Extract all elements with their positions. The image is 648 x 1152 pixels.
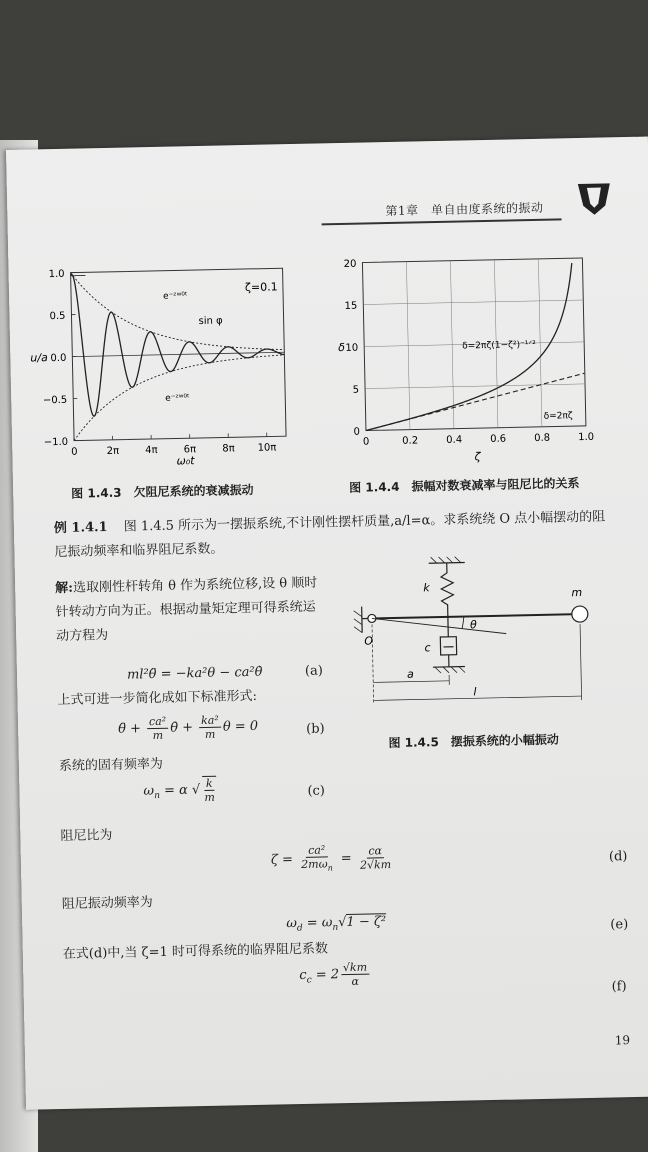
curve2-label: δ=2πζ bbox=[543, 411, 573, 422]
x-tick-label: 1.0 bbox=[578, 431, 595, 444]
equation-a: ml²θ̈ = −ka²θ − ca²θ̇ bbox=[126, 664, 263, 683]
y-tick-label: −0.5 bbox=[42, 394, 68, 407]
dimension-a bbox=[373, 681, 449, 683]
equation-d: ζ = $\frac{\text{ca²}}{2m\omega_n}$ = $\frac{c\alpha}{2√km}$ bbox=[270, 843, 392, 873]
x-tick-label: 8π bbox=[222, 443, 235, 455]
equation-d-label: (d) bbox=[608, 849, 628, 865]
figure-1-4-4-caption: 图 1.4.4 振幅对数衰减率与阻尼比的关系 bbox=[349, 476, 580, 495]
x-tick-label: 0.4 bbox=[446, 434, 463, 446]
bottom-ground bbox=[433, 667, 465, 668]
label-m: m bbox=[571, 586, 583, 600]
x-tick-label: 0.2 bbox=[402, 435, 419, 447]
label-theta: θ bbox=[469, 618, 477, 632]
label-a: a bbox=[406, 667, 414, 681]
label-O: O bbox=[364, 634, 374, 648]
left-wall bbox=[362, 607, 363, 633]
example-title: 例 1.4.1 bbox=[53, 519, 108, 537]
y-tick-label: −1.0 bbox=[43, 436, 69, 449]
x-tick-label: 2π bbox=[106, 445, 120, 457]
figure-1-4-5 bbox=[345, 549, 619, 730]
label-c: c bbox=[424, 641, 431, 655]
upper-envelope-label: e⁻ᶻʷ⁰ᵗ bbox=[163, 291, 188, 302]
header-rule bbox=[322, 218, 562, 225]
zeta-label: ζ=0.1 bbox=[244, 280, 278, 295]
solution-text: 选取刚性杆转角 θ 作为系统位移,设 θ 顺时针转动方向为正。根据动量矩定理可得系统运动方程为 bbox=[55, 575, 318, 645]
equation-f-label: (f) bbox=[611, 979, 627, 995]
equation-c-label: (c) bbox=[307, 783, 326, 799]
mass-m bbox=[572, 606, 588, 622]
damper-c bbox=[440, 637, 456, 655]
page-number: 19 bbox=[614, 1033, 631, 1048]
x-tick-label: 4π bbox=[145, 444, 158, 457]
sinphi-label: sin φ bbox=[198, 315, 223, 328]
y-tick-label: 15 bbox=[344, 300, 358, 312]
x-tick-label: 0 bbox=[362, 436, 370, 448]
damped-frequency-text: 阻尼振动频率为 bbox=[61, 895, 153, 912]
equation-e: $\omega_d = \omega_n√1 - \zeta^2$ bbox=[286, 914, 387, 934]
grid-line-h bbox=[363, 300, 583, 305]
equation-f: $c_c = 2$ $\frac{√km}{\alpha}$ bbox=[299, 961, 371, 989]
book-page bbox=[6, 137, 648, 1110]
figure-1-4-3-caption: 图 1.4.3 欠阻尼系统的衰减振动 bbox=[71, 482, 254, 501]
chapter-logo-icon bbox=[575, 177, 614, 218]
lower-envelope-label: e⁻ᶻʷ⁰ᵗ bbox=[165, 393, 190, 404]
y-tick-label: 20 bbox=[343, 258, 357, 270]
label-k: k bbox=[423, 581, 430, 595]
y-tick-label: 10 bbox=[345, 342, 359, 354]
theta-arc bbox=[462, 617, 464, 629]
y-axis-label: δ bbox=[338, 340, 346, 355]
y-tick-label: 0 bbox=[353, 426, 361, 438]
equation-b: θ̈ + $\frac{\text{ca²}}{m}$ θ̇ + $\frac{\text{ka²}}{m}$ θ = 0 bbox=[117, 713, 259, 743]
spring-k bbox=[441, 563, 454, 617]
x-axis-label: ζ bbox=[474, 450, 481, 464]
figure-1-4-4 bbox=[330, 249, 635, 475]
figure-1-4-5-caption: 图 1.4.5 摆振系统的小幅振动 bbox=[388, 732, 559, 751]
x-tick-label: 0 bbox=[71, 446, 78, 458]
y-tick-label: 5 bbox=[352, 384, 360, 396]
equation-e-label: (e) bbox=[610, 917, 629, 933]
natural-frequency-text: 系统的固有频率为 bbox=[58, 756, 164, 775]
equation-a-label: (a) bbox=[304, 663, 324, 679]
solution-head: 解: bbox=[55, 580, 74, 597]
critical-damping-text: 在式(d)中,当 ζ=1 时可得系统的临界阻尼系数 bbox=[62, 941, 329, 962]
damping-ratio-text: 阻尼比为 bbox=[60, 827, 113, 845]
dimension-l bbox=[374, 696, 582, 700]
x-tick-label: 0.6 bbox=[490, 433, 507, 445]
solution-paragraph bbox=[55, 571, 326, 649]
approx-curve bbox=[365, 373, 586, 430]
y-tick-label: 1.0 bbox=[48, 268, 65, 281]
y-tick-label: 0.0 bbox=[50, 352, 67, 365]
simplify-text: 上式可进一步简化成如下标准形式: bbox=[57, 688, 258, 709]
y-axis-label: u/a bbox=[30, 351, 48, 365]
x-axis-label: ω₀t bbox=[176, 454, 195, 468]
curve1-label: δ=2πζ(1−ζ²)⁻¹ᐟ² bbox=[462, 339, 536, 352]
x-tick-label: 0.8 bbox=[534, 432, 551, 445]
y-tick-label: 0.5 bbox=[49, 310, 66, 323]
label-l: l bbox=[473, 685, 477, 699]
chapter-header: 第1章 单自由度系统的振动 bbox=[385, 200, 544, 219]
figure-1-4-3 bbox=[22, 256, 317, 482]
equation-c: $\omega_n = \alpha$ √ $\frac{k}{m}$ bbox=[143, 776, 215, 804]
grid-line-h bbox=[365, 384, 585, 389]
x-tick-label: 6π bbox=[183, 444, 197, 456]
x-tick-label: 10π bbox=[257, 442, 277, 454]
equation-b-label: (b) bbox=[306, 721, 325, 737]
example-body: 图 1.4.5 所示为一摆振系统,不计刚性摆杆质量,a/l=α。求系统绕 O 点小幅摆动的阻尼振动频率和临界阻尼系数。 bbox=[54, 509, 606, 561]
